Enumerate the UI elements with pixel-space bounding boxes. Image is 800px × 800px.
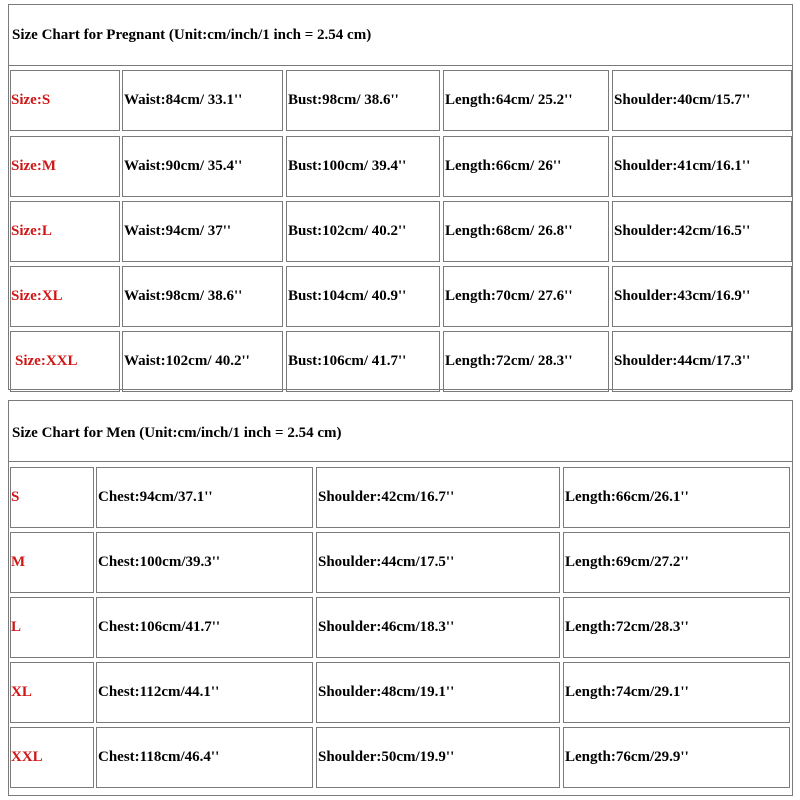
men-chest-cell: Chest:106cm/41.7'' [96, 597, 313, 658]
men-size-cell: XXL [10, 727, 94, 788]
pregnant-bust-cell: Bust:100cm/ 39.4'' [286, 136, 440, 197]
men-shoulder-cell: Shoulder:44cm/17.5'' [316, 532, 560, 593]
pregnant-bust-cell: Bust:102cm/ 40.2'' [286, 201, 440, 262]
pregnant-size-cell: Size:L [10, 201, 120, 262]
men-length-cell: Length:76cm/29.9'' [563, 727, 790, 788]
pregnant-bust-cell: Bust:106cm/ 41.7'' [286, 331, 440, 392]
men-size-cell: M [10, 532, 94, 593]
pregnant-size-cell: Size:XL [10, 266, 120, 327]
pregnant-size-cell: Size:M [10, 136, 120, 197]
pregnant-length-cell: Length:66cm/ 26'' [443, 136, 609, 197]
pregnant-waist-cell: Waist:98cm/ 38.6'' [122, 266, 283, 327]
men-length-cell: Length:69cm/27.2'' [563, 532, 790, 593]
pregnant-bust-cell: Bust:104cm/ 40.9'' [286, 266, 440, 327]
pregnant-length-cell: Length:70cm/ 27.6'' [443, 266, 609, 327]
men-size-cell: S [10, 467, 94, 528]
men-shoulder-cell: Shoulder:42cm/16.7'' [316, 467, 560, 528]
pregnant-length-cell: Length:68cm/ 26.8'' [443, 201, 609, 262]
men-shoulder-cell: Shoulder:46cm/18.3'' [316, 597, 560, 658]
men-size-cell: XL [10, 662, 94, 723]
men-chest-cell: Chest:118cm/46.4'' [96, 727, 313, 788]
men-shoulder-cell: Shoulder:48cm/19.1'' [316, 662, 560, 723]
men-shoulder-cell: Shoulder:50cm/19.9'' [316, 727, 560, 788]
pregnant-shoulder-cell: Shoulder:40cm/15.7'' [612, 70, 792, 131]
pregnant-bust-cell: Bust:98cm/ 38.6'' [286, 70, 440, 131]
pregnant-length-cell: Length:72cm/ 28.3'' [443, 331, 609, 392]
pregnant-shoulder-cell: Shoulder:43cm/16.9'' [612, 266, 792, 327]
men-chart-title: Size Chart for Men (Unit:cm/inch/1 inch = 2.54 cm) [12, 425, 342, 441]
pregnant-waist-cell: Waist:90cm/ 35.4'' [122, 136, 283, 197]
pregnant-waist-cell: Waist:84cm/ 33.1'' [122, 70, 283, 131]
men-chest-cell: Chest:94cm/37.1'' [96, 467, 313, 528]
pregnant-waist-cell: Waist:102cm/ 40.2'' [122, 331, 283, 392]
pregnant-shoulder-cell: Shoulder:41cm/16.1'' [612, 136, 792, 197]
men-length-cell: Length:66cm/26.1'' [563, 467, 790, 528]
pregnant-waist-cell: Waist:94cm/ 37'' [122, 201, 283, 262]
pregnant-size-cell: Size:S [10, 70, 120, 131]
pregnant-size-cell: Size:XXL [10, 331, 120, 392]
pregnant-length-cell: Length:64cm/ 25.2'' [443, 70, 609, 131]
pregnant-chart-title: Size Chart for Pregnant (Unit:cm/inch/1 inch = 2.54 cm) [12, 27, 372, 43]
men-length-cell: Length:72cm/28.3'' [563, 597, 790, 658]
pregnant-shoulder-cell: Shoulder:42cm/16.5'' [612, 201, 792, 262]
men-chest-cell: Chest:112cm/44.1'' [96, 662, 313, 723]
men-chest-cell: Chest:100cm/39.3'' [96, 532, 313, 593]
men-length-cell: Length:74cm/29.1'' [563, 662, 790, 723]
pregnant-shoulder-cell: Shoulder:44cm/17.3'' [612, 331, 792, 392]
men-size-cell: L [10, 597, 94, 658]
